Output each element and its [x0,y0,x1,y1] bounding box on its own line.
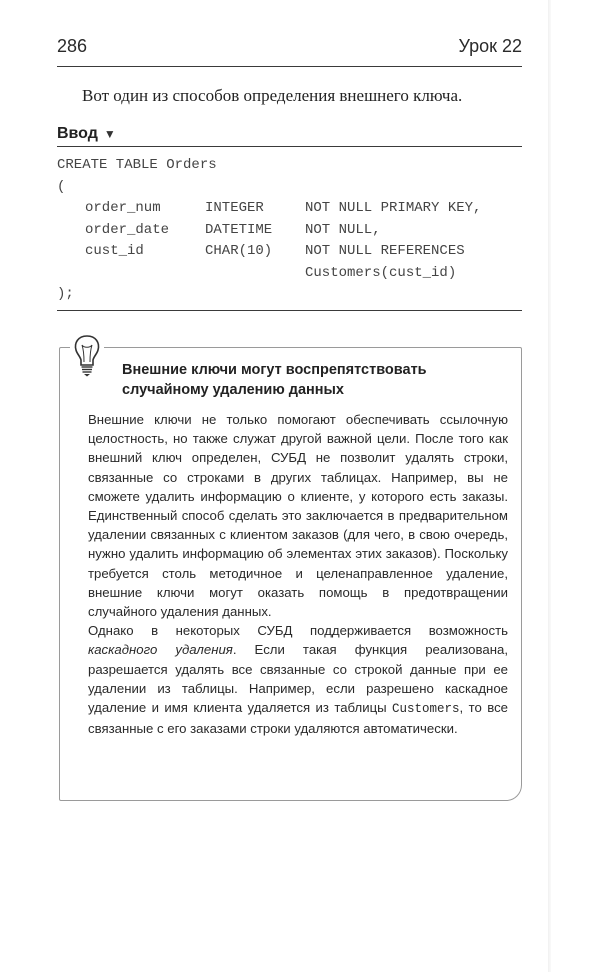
code-row [57,263,481,285]
header-rule [57,66,522,67]
chapter-title: Урок 22 [458,36,522,56]
note-text: , то все связанные с его заказами строки удаляются автоматически. [88,700,508,737]
lightbulb-icon [70,332,104,378]
note-code: Customers [392,702,460,717]
code-column-name: order_date [85,221,170,238]
down-arrow-icon: ▼ [103,127,116,141]
note-text: . Если такая функция реализована, разрешается удалять все связанные со строкой данные при ее удалении из таблицы. Например, если разрешено каскадное удаление и имя клиента удаляется из таблицы [88,642,508,716]
input-label [57,125,116,143]
running-header [57,36,522,57]
code-row [57,241,481,263]
note-body [88,410,508,738]
code-line-close: ); [57,286,74,302]
code-column-type: INTEGER [205,200,264,216]
code-column-name: cust_id [85,243,144,259]
code-column-type: DATETIME [205,221,273,238]
code-column-name: order_num [85,200,161,216]
note-emphasis: каскадного удаления [88,642,233,658]
page-edge-shadow [548,0,551,972]
note-text: Однако в некоторых СУБД поддерживается возможность [88,623,508,639]
note-paragraph [88,621,508,738]
code-line-open: ( [57,178,66,195]
code-column-type: CHAR(10) [205,243,273,259]
code-row [57,198,481,220]
code-listing [57,155,481,306]
input-label-text: Ввод [57,125,98,142]
note-paragraph: Внешние ключи не только помогают обеспечивать ссылочную целостность, но также служат другой важной цели. После того как внешний ключ определен, СУБД не позволит удалять строки, связанные со строками в других таблицах. Например, вы не сможете удалить информацию о клиенте, у которого есть заказы. Единственный способ сделать это заключается в предварительном удалении связанных с клиентом заказов (для чего, в свою очередь, нужно удалить информацию об элементах этих заказов). Поскольку требуется столь методичное и целенаправленное удаление, внешние ключи могут оказать помощь в предотвращении случайного удаления данных. [88,412,508,620]
code-column-constraint: NOT NULL REFERENCES [305,243,465,259]
code-column-constraint: Customers(cust_id) [305,264,457,281]
intro-paragraph: Вот один из способов определения внешнего ключа. [82,86,463,105]
code-row [57,220,481,242]
code-column-name [57,263,205,285]
code-line-create: CREATE TABLE Orders [57,157,217,173]
code-bottom-rule [57,310,522,311]
code-column-constraint: NOT NULL, [305,221,381,238]
note-title-line: случайному удалению данных [122,382,344,398]
note-title [122,360,502,400]
code-column-type [205,263,305,285]
note-title-line: Внешние ключи могут воспрепятствовать [122,362,427,378]
code-top-rule [57,146,522,147]
code-column-constraint: NOT NULL PRIMARY KEY, [305,200,482,216]
page-number: 286 [57,36,88,56]
